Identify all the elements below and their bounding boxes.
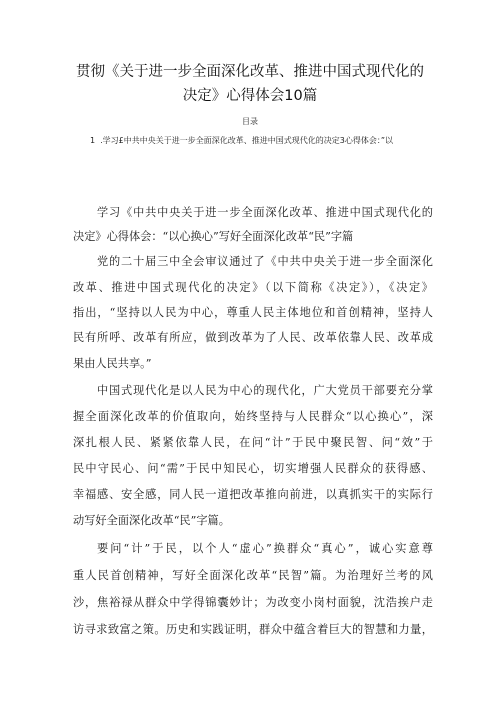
toc-entry[interactable]	[90, 135, 393, 146]
toc-entry-number: 1	[90, 136, 96, 145]
body-line: 访寻求致富之策。历史和实践证明，群众中蕴含着巨大的智慧和力量，	[73, 623, 433, 636]
body-line: 指出，“坚持以人民为中心，尊重人民主体地位和首创精神，坚持人	[73, 306, 433, 319]
body-line: 深扎根人民、紧紧依靠人民，在问“计”于民中聚民智、问“效”于	[73, 436, 433, 449]
document-title-line-2: 决定》心得体会10篇	[182, 88, 318, 104]
toc-entry-text: .学习£中共中央关于进一步全面深化改革、推进中国式现代化的决定3心得体会：”以	[100, 136, 393, 145]
body-line: 重人民首创精神，写好全面深化改革“民智”篇。为治理好兰考的风	[73, 569, 433, 582]
body-line: 决定》心得体会：“以心换心”写好全面深化改革“民”字篇	[73, 230, 354, 243]
body-line: 学习《中共中央关于进一步全面深化改革、推进中国式现代化的	[97, 206, 433, 219]
body-line: 果由人民共享。”	[73, 357, 152, 370]
body-line: 改革、推进中国式现代化的决定》（以下简称《决定》），《决定》	[73, 281, 433, 294]
document-title-line-1: 贯彻《关于进一步全面深化改革、推进中国式现代化的	[76, 64, 424, 80]
body-line: 民有所呼、改革有所应，做到改革为了人民、改革依靠人民、改革成	[73, 331, 433, 344]
body-line: 中国式现代化是以人民为中心的现代化，广大党员干部要充分掌	[97, 384, 433, 397]
body-line: 幸福感、安全感，同人民一道把改革推向前进，以真抓实干的实际行	[73, 488, 433, 501]
body-line: 沙，焦裕禄从群众中学得锦囊妙计；为改变小岗村面貌，沈浩挨户走	[73, 596, 433, 609]
body-line: 动写好全面深化改革“民”字篇。	[73, 514, 230, 527]
body-line: 要问“计”于民，以个人“虚心”换群众“真心”，诚心实意尊	[97, 542, 433, 555]
toc-heading: 目录	[242, 117, 258, 126]
body-line: 党的二十届三中全会审议通过了《中共中央关于进一步全面深化	[97, 255, 433, 268]
body-line: 握全面深化改革的价值取向，始终坚持与人民群众“以心换心”，深	[73, 410, 433, 423]
body-line: 民中守民心、问“需”于民中知民心，切实增强人民群众的获得感、	[73, 462, 433, 475]
